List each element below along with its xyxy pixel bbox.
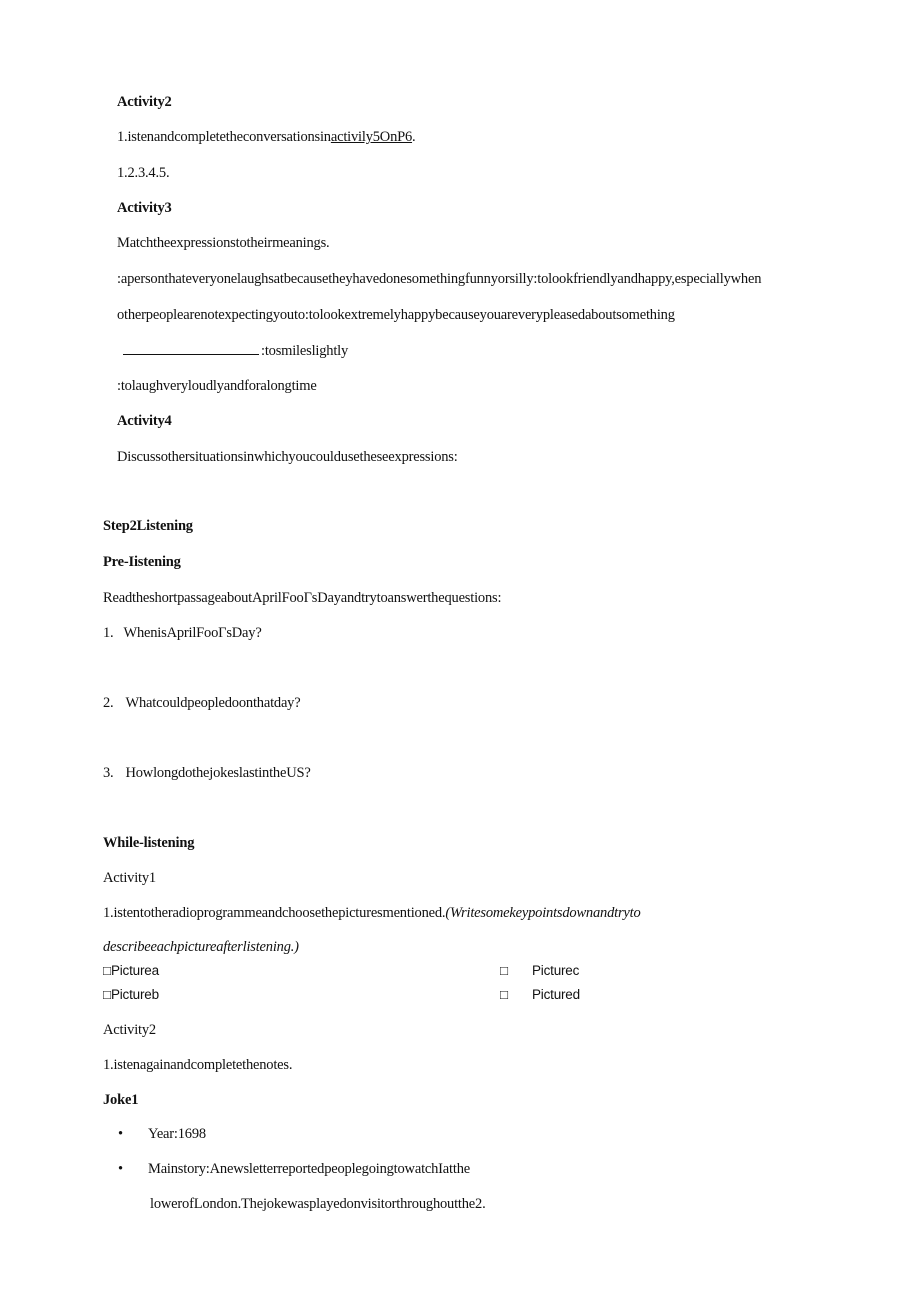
question-number: 2. (103, 695, 114, 711)
match-line-3-text: :tosmileslightly (261, 343, 349, 359)
checkbox-picture-b[interactable]: □Pictureb (103, 987, 159, 1002)
checkbox-picture-c-box[interactable]: □ (500, 963, 508, 978)
while-activity1-instruction-main: 1.istentotheradioprogrammeandchoosethepicturesmentioned. (103, 905, 446, 921)
activity2-instruction-main: 1.istenandcompletetheconversationsin (117, 129, 331, 145)
bullet-main-story: Mainstory:AnewsletterreportedpeoplegoingtowatchIatthe (148, 1161, 470, 1177)
match-line-4: :tolaughveryloudlyandforalongtime (117, 378, 317, 394)
activity2-numbers: 1.2.3.4.5. (117, 165, 170, 181)
checkbox-picture-d-box[interactable]: □ (500, 987, 508, 1002)
question-1 (103, 625, 262, 642)
joke1-heading: Joke1 (103, 1092, 139, 1108)
checkbox-picture-a[interactable]: □Picturea (103, 963, 159, 978)
while-activity2-label: Activity2 (103, 1022, 156, 1038)
while-activity2-instruction: 1.istenagainandcompletethenotes. (103, 1057, 293, 1073)
activity2-instruction-link: activily5OnP6 (330, 129, 413, 145)
while-activity1-italic-b: describeeachpictureafterlistening.) (103, 939, 299, 955)
question-text: WhenisAprilFooΓsDay? (123, 625, 262, 641)
step2-heading: Step2Listening (103, 518, 193, 534)
question-text: HowlongdothejokeslastintheUS? (125, 765, 311, 781)
while-activity1-instruction (103, 905, 641, 922)
checkbox-picture-d-label: Pictured (532, 987, 580, 1002)
activity3-instruction: Matchtheexpressionstotheirmeanings. (117, 235, 330, 251)
activity2-instruction (117, 129, 415, 146)
pre-listening-heading: Pre-Iistening (103, 554, 181, 570)
checkbox-picture-c-label: Picturec (532, 963, 580, 978)
question-2 (103, 695, 300, 712)
while-activity1-italic-a: (Writesomekeypointsdownandtryto (445, 905, 641, 921)
match-line-3 (123, 342, 348, 360)
activity2-heading: Activity2 (117, 94, 172, 110)
bullet-year: Year:1698 (148, 1126, 206, 1142)
match-line-2: otherpeoplearenotexpectingyouto:tolookextremelyhappybecauseyouareverypleasedaboutsomething (117, 307, 675, 323)
question-3 (103, 765, 311, 782)
activity2-instruction-end: . (412, 129, 416, 145)
bullet-mark: • (118, 1126, 123, 1142)
match-line-1: :apersonthateveryonelaughsatbecausetheyhavedonesomethingfunnyorsilly:tolookfriendlyandhappy,especiallywhen (117, 271, 762, 287)
question-number: 1. (103, 625, 114, 641)
activity3-heading: Activity3 (117, 200, 172, 216)
activity4-instruction: Discussothersituationsinwhichyoucouldusetheseexpressions: (117, 449, 458, 465)
answer-blank[interactable] (123, 342, 259, 355)
bullet-main-story-continuation: lowerofLondon.Thejokewasplayedonvisitorthroughoutthe2. (150, 1196, 486, 1212)
bullet-mark: • (118, 1161, 123, 1177)
while-activity1-label: Activity1 (103, 870, 156, 886)
pre-listening-instruction: ReadtheshortpassageaboutAprilFooΓsDayandtrytoanswerthequestions: (103, 590, 502, 606)
question-text: Whatcouldpeopledoonthatday? (125, 695, 301, 711)
activity4-heading: Activity4 (117, 413, 172, 429)
question-number: 3. (103, 765, 114, 781)
while-listening-heading: While-listening (103, 835, 195, 851)
